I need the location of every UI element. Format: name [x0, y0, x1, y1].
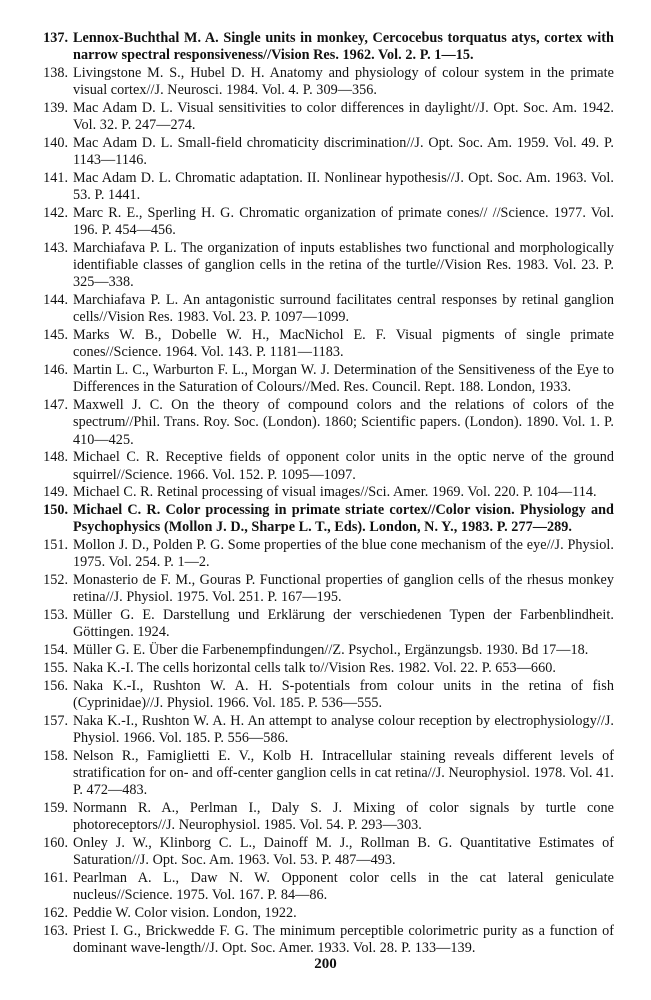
- reference-number: 151.: [43, 537, 68, 554]
- reference-item: [36, 170, 614, 204]
- reference-text: Lennox-Buchthal M. A. Single units in monkey, Cercocebus torquatus atys, cortex with narrow spectral responsiveness//Vision Res. 1962. Vol. 2. P. 1—15.: [73, 30, 614, 64]
- reference-text: Naka K.-I. The cells horizontal cells talk to//Vision Res. 1982. Vol. 22. P. 653—660.: [73, 660, 556, 676]
- reference-text: Marks W. B., Dobelle W. H., MacNichol E. F. Visual pigments of single primate cones//Science. 1964. Vol. 143. P. 1181—1183.: [73, 327, 614, 361]
- reference-number: 143.: [43, 240, 68, 256]
- reference-number: 149.: [43, 484, 68, 501]
- reference-number: 162.: [43, 905, 68, 921]
- reference-text: Marc R. E., Sperling H. G. Chromatic organization of primate cones// //Science. 1977. Vol. 196. P. 454—456.: [73, 205, 614, 239]
- reference-number: 157.: [43, 712, 68, 729]
- reference-item: [36, 484, 614, 501]
- reference-item: [36, 572, 614, 606]
- reference-text: Normann R. A., Perlman I., Daly S. J. Mixing of color signals by turtle cone photoreceptors//J. Neurophysiol. 1985. Vol. 54. P. 293—303.: [73, 800, 614, 834]
- reference-item: [36, 397, 614, 449]
- reference-text: Priest I. G., Brickwedde F. G. The minimum perceptible colorimetric purity as a function of dominant wave-length//J. Opt. Soc. Amer. 1933. Vol. 28. P. 133—139.: [73, 922, 614, 956]
- reference-number: 139.: [43, 100, 68, 116]
- reference-text: Müller G. E. Über die Farbenempfindungen//Z. Psychol., Ergänzungsb. 1930. Bd 17—18.: [73, 642, 589, 659]
- reference-item: [36, 327, 614, 361]
- reference-number: 160.: [43, 835, 68, 851]
- reference-item: [36, 135, 614, 169]
- reference-number: 140.: [43, 135, 68, 151]
- reference-text: Naka K.-I., Rushton W. A. H. An attempt to analyse colour reception by electrophysiology//J. Physiol. 1966. Vol. 185. P. 556—586.: [73, 712, 614, 746]
- reference-text: Marchiafava P. L. An antagonistic surround facilitates central responses by retinal ganglion cells//Vision Res. 1983. Vol. 23. P. 1097—1099.: [73, 292, 614, 326]
- reference-text: Peddie W. Color vision. London, 1922.: [73, 905, 297, 921]
- reference-item: [36, 607, 614, 641]
- reference-text: Naka K.-I., Rushton W. A. H. S-potentials from colour units in the retina of fish (Cyprinidae)//J. Physiol. 1966. Vol. 185. P. 536—555.: [73, 677, 614, 711]
- reference-number: 153.: [43, 607, 68, 624]
- reference-number: 138.: [43, 65, 68, 81]
- reference-item: [36, 30, 614, 64]
- reference-item: [36, 835, 614, 869]
- reference-text: Mollon J. D., Polden P. G. Some properties of the blue cone mechanism of the eye//J. Physiol. 1975. Vol. 254. P. 1—2.: [73, 537, 614, 571]
- reference-item: [36, 65, 614, 99]
- reference-text: Michael C. R. Color processing in primate striate cortex//Color vision. Physiology and Psychophysics (Mollon J. D., Sharpe L. T., Eds). London, N. Y., 1983. P. 277—289.: [73, 502, 614, 536]
- reference-text: Livingstone M. S., Hubel D. H. Anatomy and physiology of colour system in the primate visual cortex//J. Neurosci. 1984. Vol. 4. P. 309—356.: [73, 65, 614, 99]
- reference-number: 150.: [43, 502, 68, 519]
- reference-item: [36, 642, 614, 659]
- reference-item: [36, 205, 614, 239]
- reference-text: Mac Adam D. L. Chromatic adaptation. II. Nonlinear hypothesis//J. Opt. Soc. Am. 1963. Vol. 53. P. 1441.: [73, 170, 614, 204]
- reference-number: 144.: [43, 292, 68, 309]
- reference-item: [36, 800, 614, 834]
- reference-item: [36, 537, 614, 571]
- reference-text: Müller G. E. Darstellung und Erklärung der verschiedenen Typen der Farbenblindheit. Göttingen. 1924.: [73, 607, 614, 641]
- reference-item: [36, 678, 614, 712]
- reference-list: [36, 30, 614, 958]
- reference-text: Michael C. R. Retinal processing of visual images//Sci. Amer. 1969. Vol. 220. P. 104—114.: [73, 484, 597, 501]
- reference-item: [36, 905, 614, 922]
- reference-item: [36, 292, 614, 326]
- reference-number: 161.: [43, 870, 68, 886]
- reference-item: [36, 748, 614, 800]
- reference-number: 156.: [43, 677, 68, 694]
- reference-number: 137.: [43, 30, 68, 46]
- reference-text: Mac Adam D. L. Visual sensitivities to color differences in daylight//J. Opt. Soc. Am. 1942. Vol. 32. P. 247—274.: [73, 100, 614, 134]
- reference-item: [36, 870, 614, 904]
- reference-number: 163.: [43, 922, 68, 939]
- reference-text: Mac Adam D. L. Small-field chromaticity discrimination//J. Opt. Soc. Am. 1959. Vol. 49. P. 1143—1146.: [73, 135, 614, 169]
- reference-number: 154.: [43, 642, 68, 659]
- page-number: 200: [314, 956, 337, 972]
- reference-item: [36, 713, 614, 747]
- reference-item: [36, 660, 614, 677]
- reference-item: [36, 362, 614, 396]
- reference-number: 142.: [43, 205, 68, 221]
- reference-number: 145.: [43, 327, 68, 344]
- reference-text: Onley J. W., Klinborg C. L., Dainoff M. J., Rollman B. G. Quantitative Estimates of Saturation//J. Opt. Soc. Am. 1963. Vol. 53. P. 487—493.: [73, 835, 614, 869]
- reference-number: 141.: [43, 170, 68, 186]
- reference-number: 155.: [43, 660, 68, 676]
- reference-item: [36, 240, 614, 292]
- reference-text: Michael C. R. Receptive fields of opponent color units in the optic nerve of the ground squirrel//Science. 1966. Vol. 152. P. 1095—1097.: [73, 449, 614, 483]
- reference-item: [36, 502, 614, 536]
- reference-text: Marchiafava P. L. The organization of inputs establishes two functional and morphologically identifiable classes of ganglion cells in the retina of the turtle//Vision Res. 1983. Vol. 23. P. 325—338.: [73, 240, 614, 291]
- reference-item: [36, 100, 614, 134]
- reference-text: Pearlman A. L., Daw N. W. Opponent color cells in the cat lateral geniculate nucleus//Science. 1975. Vol. 167. P. 84—86.: [73, 870, 614, 904]
- reference-number: 152.: [43, 572, 68, 589]
- reference-number: 147.: [43, 397, 68, 414]
- reference-text: Monasterio de F. M., Gouras P. Functional properties of ganglion cells of the rhesus monkey retina//J. Physiol. 1975. Vol. 251. P. 167—195.: [73, 572, 614, 606]
- reference-number: 148.: [43, 449, 68, 466]
- reference-text: Martin L. C., Warburton F. L., Morgan W. J. Determination of the Sensitiveness of the Eye to Differences in the Saturation of Colours//Med. Res. Council. Rept. 188. London, 1933.: [73, 362, 614, 396]
- reference-number: 159.: [43, 800, 68, 816]
- reference-text: Maxwell J. C. On the theory of compound colors and the relations of colors of the spectrum//Phil. Trans. Roy. Soc. (London). 1860; Scientific papers. (London). 1890. Vol. 1. P. 410—425.: [73, 397, 614, 448]
- reference-item: [36, 923, 614, 957]
- reference-number: 146.: [43, 362, 68, 379]
- reference-text: Nelson R., Famiglietti E. V., Kolb H. Intracellular staining reveals different levels of stratification for on- and off-center ganglion cells in cat retina//J. Neurophysiol. 1978. Vol. 41. P. 472—483.: [73, 747, 614, 799]
- reference-number: 158.: [43, 747, 68, 764]
- reference-item: [36, 449, 614, 483]
